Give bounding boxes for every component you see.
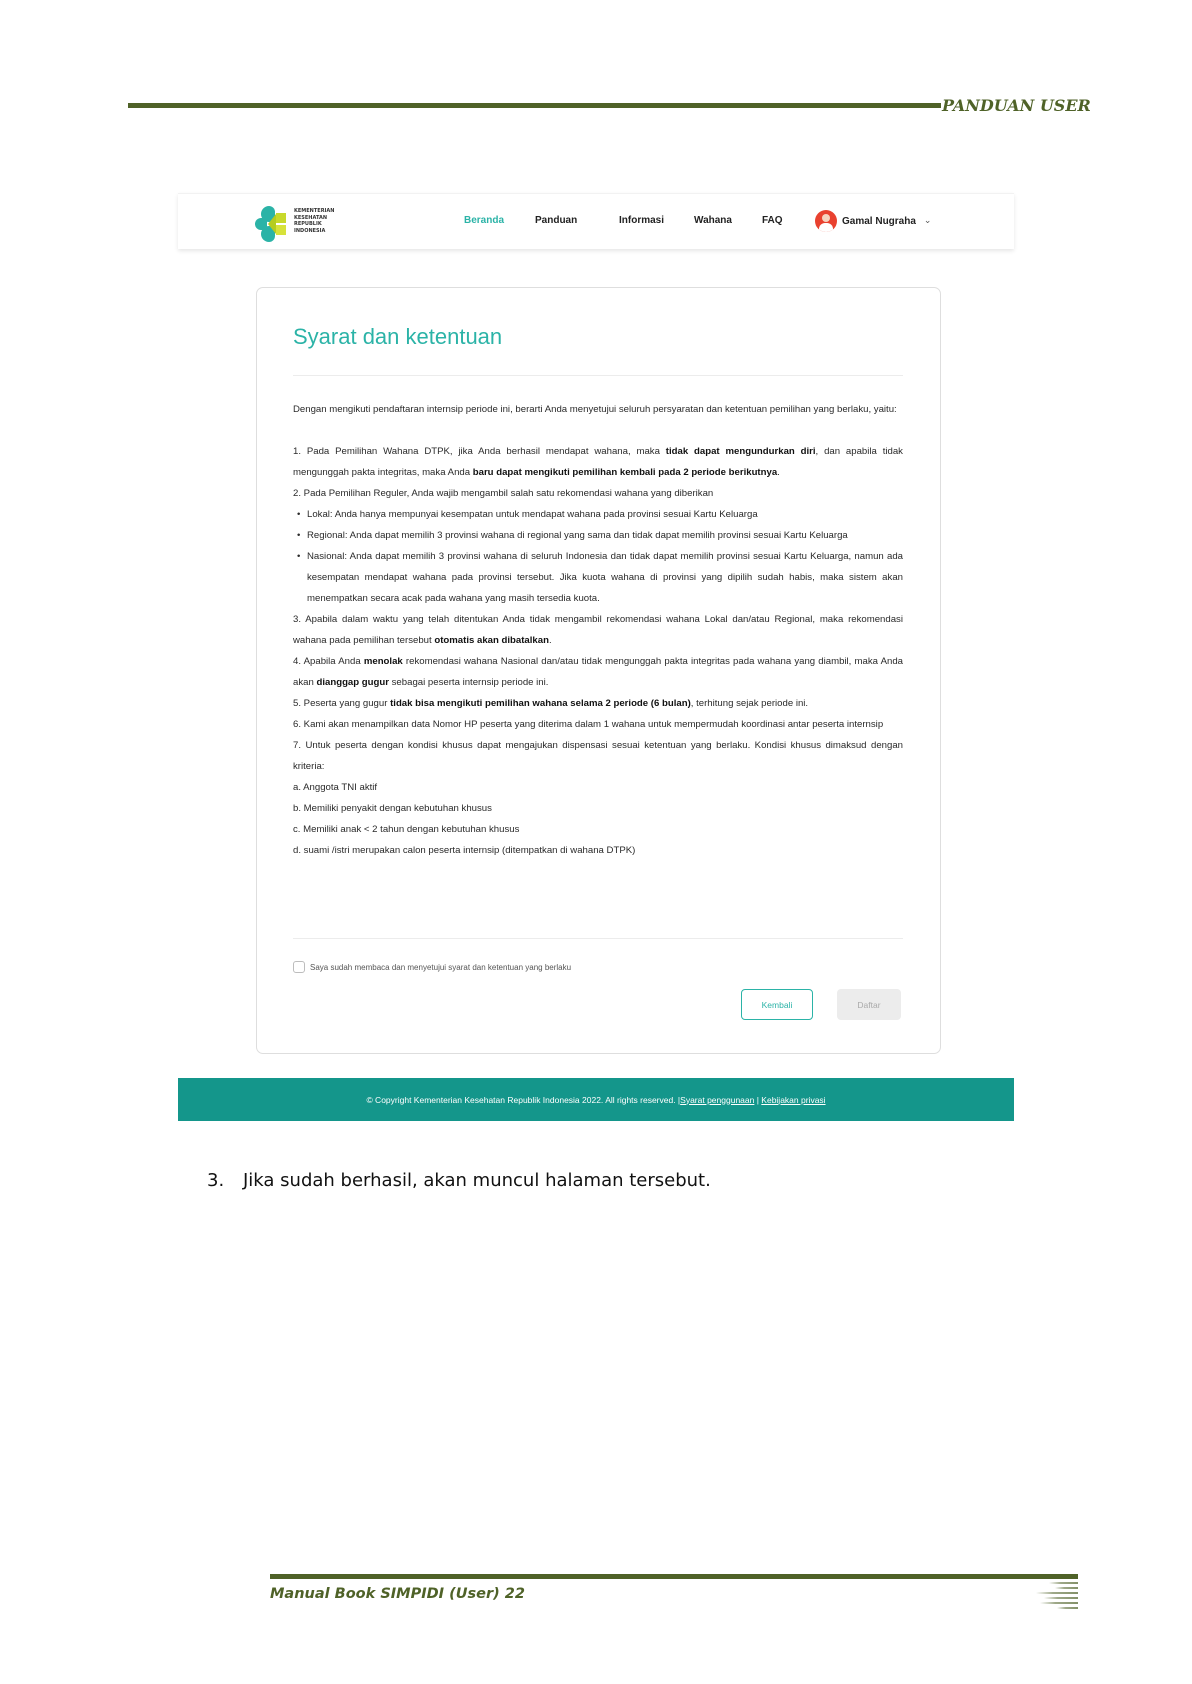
terms-item-3: 3. Apabila dalam waktu yang telah ditentukan Anda tidak mengambil rekomendasi wahana Lokal dan/atau Regional, maka rekomendasi wahana pada pemilihan tersebut otomatis akan dibatalkan. — [293, 614, 903, 646]
terms-item-6: 6. Kami akan menampilkan data Nomor HP peserta yang diterima dalam 1 wahana untuk mempermudah koordinasi antar peserta internsip — [293, 719, 884, 730]
terms-card — [256, 287, 941, 1054]
footer-terms-link[interactable]: Syarat penggunaan — [680, 1094, 755, 1105]
terms-body — [293, 399, 903, 861]
chevron-down-icon: ⌄ — [923, 216, 932, 226]
criteria-d: d. suami /istri merupakan calon peserta internsip (ditempatkan di wahana DTPK) — [293, 845, 636, 856]
user-name: Gamal Nugraha — [842, 215, 916, 227]
nav-panduan[interactable]: Panduan — [535, 215, 578, 226]
criteria-a: a. Anggota TNI aktif — [293, 782, 378, 793]
footer-privacy-link[interactable]: Kebijakan privasi — [761, 1094, 826, 1105]
criteria-b: b. Memiliki penyakit dengan kebutuhan khusus — [293, 803, 492, 814]
kemenkes-logo-icon — [253, 204, 293, 244]
footer-rule — [270, 1574, 1078, 1579]
avatar — [815, 210, 837, 232]
agree-label: Saya sudah membaca dan menyetujui syarat dan ketentuan yang berlaku — [310, 962, 572, 972]
step-instruction — [207, 1170, 711, 1191]
logo-line: INDONESIA — [294, 227, 326, 234]
nav-beranda[interactable]: Beranda — [464, 215, 505, 226]
logo-line: KEMENTERIAN — [294, 208, 335, 214]
bottom-divider — [293, 938, 903, 939]
step-number: 3. — [207, 1170, 225, 1191]
terms-intro: Dengan mengikuti pendaftaran internsip periode ini, berarti Anda menyetujui seluruh persyaratan dan ketentuan pemilihan yang berlaku, yaitu: — [293, 404, 897, 415]
user-menu[interactable] — [815, 209, 931, 233]
title-divider — [293, 375, 903, 376]
terms-item-5: 5. Peserta yang gugur tidak bisa mengikuti pemilihan wahana selama 2 periode (6 bulan), terhitung sejak periode ini. — [293, 698, 809, 709]
logo-text — [294, 208, 334, 234]
document-footer-text: Manual Book SIMPIDI (User) 22 — [270, 1586, 525, 1602]
criteria-c: c. Memiliki anak < 2 tahun dengan kebutuhan khusus — [293, 824, 520, 835]
terms-item-4: 4. Apabila Anda menolak rekomendasi wahana Nasional dan/atau tidak mengunggah pakta integritas pada wahana yang diambil, maka Anda akan dianggap gugur sebagai peserta internsip periode ini. — [293, 656, 903, 688]
footer-copyright: © Copyright Kementerian Kesehatan Republik Indonesia 2022. All rights reserved. | — [366, 1094, 681, 1105]
terms-item-1: 1. Pada Pemilihan Wahana DTPK, jika Anda berhasil mendapat wahana, maka tidak dapat mengundurkan diri, dan apabila tidak mengunggah pakta integritas, maka Anda baru dapat mengikuti pemilihan kembali pada 2 periode berikutnya. — [293, 446, 903, 478]
document-header-title: PANDUAN USER — [942, 96, 1091, 115]
terms-item-7: 7. Untuk peserta dengan kondisi khusus dapat mengajukan dispensasi sesuai ketentuan yang berlaku. Kondisi khusus dimaksud dengan kriteria: — [293, 740, 903, 772]
header-rule — [128, 103, 941, 108]
back-button[interactable]: Kembali — [741, 989, 813, 1020]
nav-wahana[interactable]: Wahana — [694, 215, 732, 226]
logo-line: REPUBLIK — [294, 221, 322, 227]
terms-bullet-nasional: • Nasional: Anda dapat memilih 3 provinsi wahana di seluruh Indonesia dan tidak dapat memilih provinsi sesuai Kartu Keluarga, namun ada kesempatan mendapat wahana pada provinsi tersebut. Jika kuota wahana di provinsi yang dipilih sudah habis, maka sistem akan menempatkan secara acak pada wahana yang masih tersedia kuota. — [293, 546, 903, 609]
terms-item-2: 2. Pada Pemilihan Reguler, Anda wajib mengambil salah satu rekomendasi wahana yang diberikan — [293, 488, 714, 499]
nav-informasi[interactable]: Informasi — [619, 215, 665, 226]
terms-bullet-lokal: • Lokal: Anda hanya mempunyai kesempatan untuk mendapat wahana pada provinsi sesuai Kartu Keluarga — [293, 504, 903, 525]
page-title: Syarat dan ketentuan — [293, 324, 503, 349]
nav-faq[interactable]: FAQ — [762, 215, 783, 226]
embedded-screenshot — [178, 193, 1014, 1121]
agree-checkbox[interactable] — [293, 961, 305, 973]
agree-checkbox-row[interactable] — [293, 961, 571, 973]
site-footer — [178, 1078, 1014, 1121]
terms-bullet-regional: • Regional: Anda dapat memilih 3 provinsi wahana di regional yang sama dan tidak dapat memilih provinsi sesuai Kartu Keluarga — [293, 525, 903, 546]
step-text: Jika sudah berhasil, akan muncul halaman tersebut. — [243, 1170, 711, 1191]
navbar — [178, 193, 1014, 249]
logo-line: KESEHATAN — [294, 214, 328, 221]
footer-decoration-icon — [1036, 1582, 1078, 1614]
register-button[interactable]: Daftar — [837, 989, 901, 1020]
footer-separator: | — [754, 1094, 762, 1105]
